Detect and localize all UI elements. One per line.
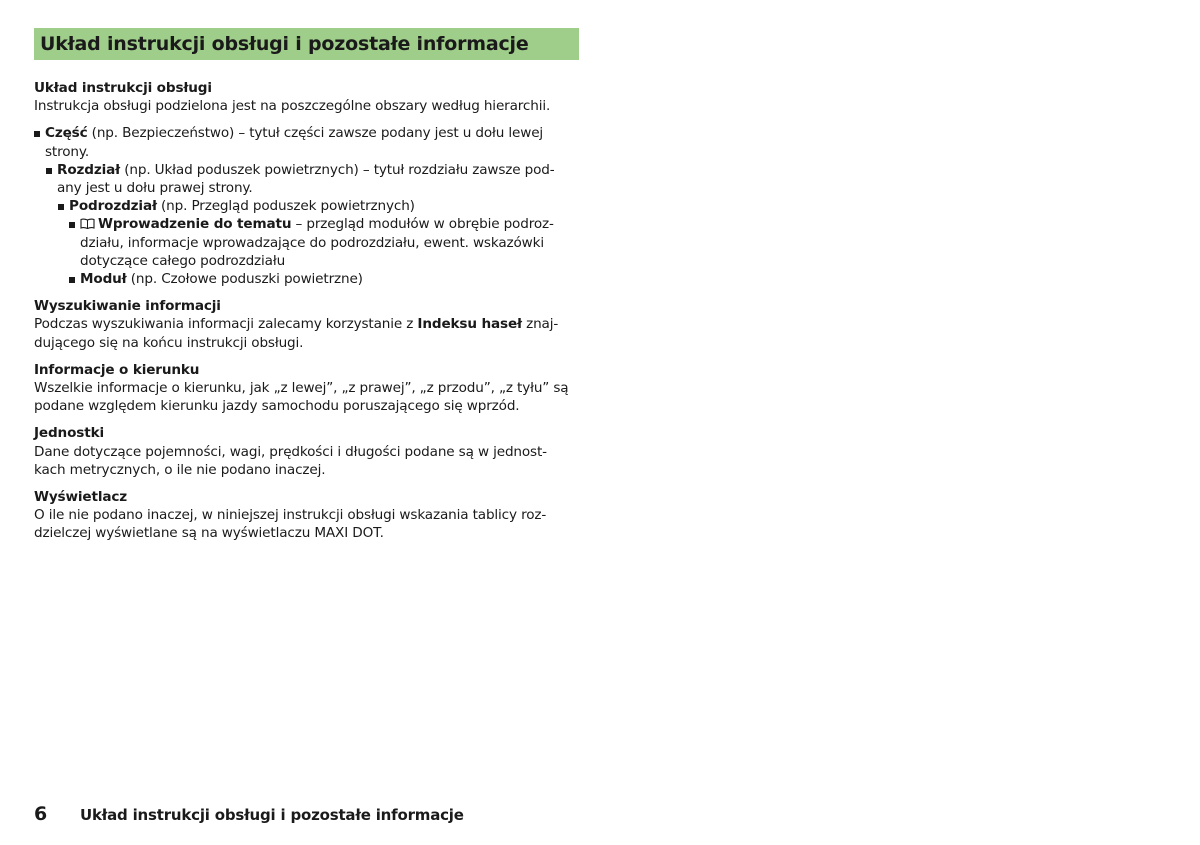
page-title: Układ instrukcji obsługi i pozostałe informacje [40,33,529,55]
list-item-intro [34,215,579,270]
section-text: Instrukcja obsługi podzielona jest na poszczególne obszary według hierarchii. [34,98,551,115]
open-book-icon [80,218,95,229]
section-heading: Wyświetlacz [34,489,128,506]
hierarchy-list [34,124,579,288]
section-search [34,297,579,352]
bullet-icon [34,131,40,137]
desc-chapter-2: any jest u dołu prawej strony. [57,180,253,197]
section-text [34,315,579,351]
section-text [34,443,579,479]
term-intro: Wprowadzenie do tematu [98,216,292,233]
term-chapter: Rozdział [57,161,121,178]
text-line1: O ile nie podano inaczej, w niniejszej instrukcji obsługi wskazania tablicy roz- [34,507,547,524]
page-number: 6 [34,803,48,825]
index-term: Indeksu haseł [417,316,522,333]
header-bar [34,28,579,60]
text-after: znaj- [521,316,559,333]
desc-chapter-1: (np. Układ poduszek powietrznych) – tytuł rozdziału zawsze pod- [120,161,555,178]
desc-part-1: (np. Bezpieczeństwo) – tytuł części zawsze podany jest u dołu lewej [87,125,544,142]
bullet-icon [58,204,64,210]
desc-intro-1: – przegląd modułów w obrębie podroz- [291,216,554,233]
text-line1: Dane dotyczące pojemności, wagi, prędkości i długości podane są w jednost- [34,443,547,460]
section-text [34,506,579,542]
text-line2: podane względem kierunku jazdy samochodu poruszającego się wprzód. [34,398,520,415]
desc-module: (np. Czołowe poduszki powietrzne) [126,271,363,288]
list-item-subchapter [34,197,579,215]
bullet-icon [69,277,75,283]
section-heading: Informacje o kierunku [34,361,200,378]
list-item-part [34,124,579,160]
desc-intro-2: działu, informacje wprowadzające do podrozdziału, ewent. wskazówki [80,234,544,251]
page-footer [34,803,464,825]
section-display [34,488,579,543]
footer-title: Układ instrukcji obsługi i pozostałe informacje [80,806,464,824]
text-line2: kach metrycznych, o ile nie podano inaczej. [34,461,326,478]
section-layout [34,79,579,115]
list-item-chapter [34,161,579,197]
desc-part-2: strony. [45,143,90,160]
text-before: Podczas wyszukiwania informacji zalecamy korzystanie z [34,316,418,333]
section-text [34,379,579,415]
desc-subchapter: (np. Przegląd poduszek powietrznych) [156,198,415,215]
term-subchapter: Podrozdział [69,198,157,215]
list-item-module [34,270,579,288]
page [34,28,579,552]
text-line2: dującego się na końcu instrukcji obsługi. [34,334,304,351]
section-units [34,424,579,479]
section-direction [34,361,579,416]
bullet-icon [46,168,52,174]
term-module: Moduł [80,271,127,288]
section-heading: Układ instrukcji obsługi [34,80,212,96]
section-heading: Wyszukiwanie informacji [34,298,221,315]
content [34,79,579,543]
bullet-icon [69,222,75,228]
term-part: Część [45,125,88,142]
text-line1: Wszelkie informacje o kierunku, jak „z lewej”, „z prawej”, „z przodu”, „z tyłu” są [34,380,569,397]
text-line2: dzielczej wyświetlane są na wyświetlaczu MAXI DOT. [34,525,384,542]
desc-intro-3: dotyczące całego podrozdziału [80,252,286,269]
section-heading: Jednostki [34,425,104,442]
